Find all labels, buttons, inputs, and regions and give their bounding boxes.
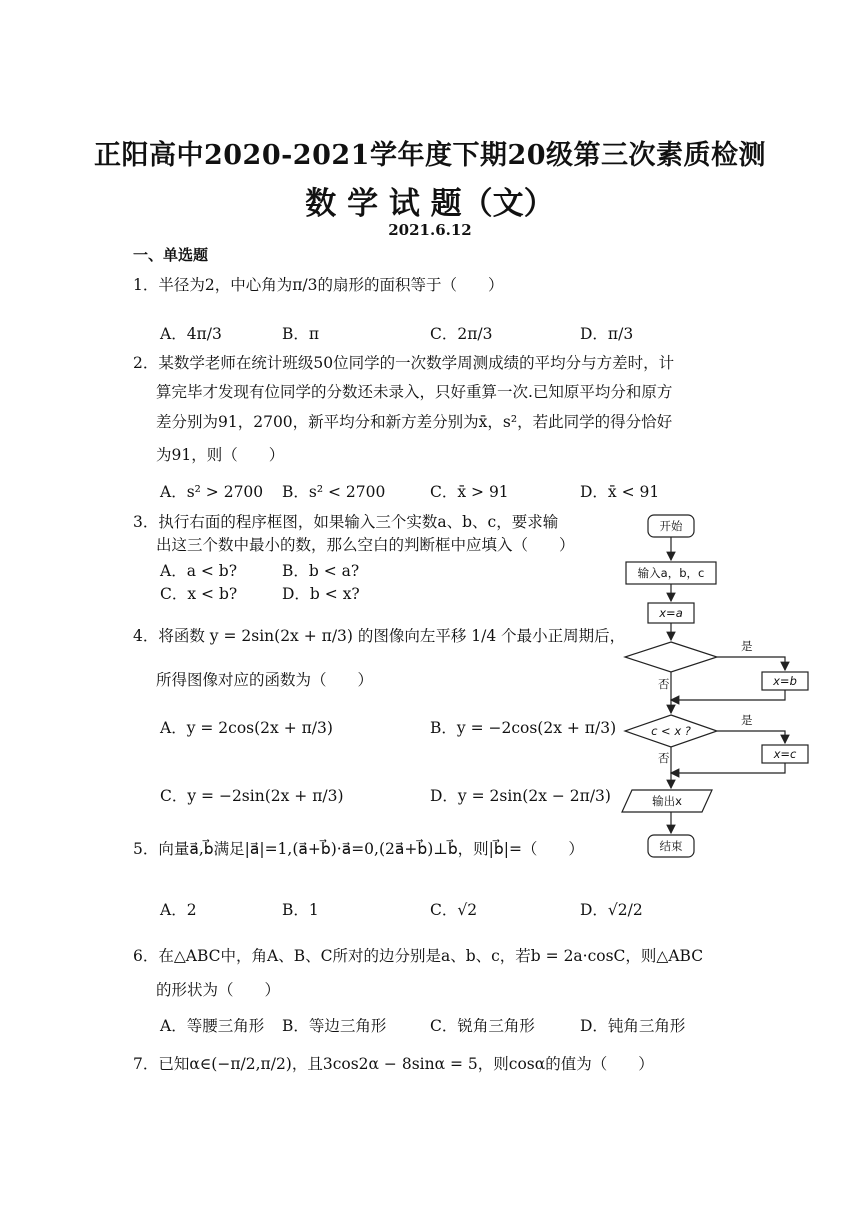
q4-option-a: A．y = 2cos(2x + π/3) [160,719,333,737]
q6-option-a: A．等腰三角形 [160,1017,265,1035]
flowchart-assign-b-box [762,672,808,690]
flowchart-assign-a-box [648,603,694,623]
flowchart-output-box [622,790,712,812]
q6-option-b: B．等边三角形 [282,1017,387,1035]
question-5-stem: 5．向量a⃗,b⃗满足|a⃗|=1,(a⃗+b⃗)·a⃗=0,(2a⃗+b⃗)⊥b⃗，则|b⃗|=（ ） [133,840,584,858]
flowchart-end-box [648,835,694,857]
flowchart-end-label: 结束 [659,839,683,853]
q3-option-a: A．a < b? [160,562,238,580]
section-heading: 一、单选题 [133,246,209,264]
exam-date: 2021.6.12 [388,221,472,239]
flowchart-no-2-label: 否 [658,751,670,765]
q1-option-d: D．π/3 [580,325,634,343]
flowchart-input-label: 输入a，b，c [637,566,705,580]
question-7-stem: 7．已知α∈(−π/2,π/2)，且3cos2α − 8sinα = 5，则cosα的值为（ ） [133,1055,654,1073]
flowchart-yes-2-label: 是 [741,713,753,727]
q1-option-b: B．π [282,325,320,343]
question-3-line-2: 出这三个数中最小的数，那么空白的判断框中应填入（ ） [156,536,575,554]
subject-title: 数 学 试 题（文） [305,186,555,222]
q3-option-b: B．b < a? [282,562,360,580]
flowchart-yes-1-label: 是 [741,639,753,653]
flowchart-decision-blank [625,642,717,672]
q2-option-d: D．x̄ < 91 [580,483,660,501]
flowchart-output-label: 输出x [652,794,682,808]
q5-option-b: B．1 [282,901,319,919]
q4-option-c: C．y = −2sin(2x + π/3) [160,787,344,805]
q3-option-c: C．x < b? [160,585,238,603]
q1-option-c: C．2π/3 [430,325,493,343]
flowchart-assign-b-label: x=b [773,674,797,688]
question-2-line-4: 为91，则（ ） [156,446,285,464]
q4-option-b: B．y = −2cos(2x + π/3) [430,719,617,737]
question-3-line-1: 3．执行右面的程序框图，如果输入三个实数a、b、c，要求输 [133,513,559,531]
question-2-line-2: 算完毕才发现有位同学的分数还未录入，只好重算一次.已知原平均分和原方 [156,383,673,401]
question-6-line-2: 的形状为（ ） [156,981,281,999]
flowchart-start-label: 开始 [659,519,683,533]
q2-option-b: B．s² < 2700 [282,483,386,501]
q4-option-d: D．y = 2sin(2x − 2π/3) [430,787,611,805]
q5-option-d: D．√2/2 [580,901,643,919]
flowchart-start-box [648,515,694,537]
question-1-stem: 1．半径为2，中心角为π/3的扇形的面积等于（ ） [133,276,504,294]
question-4-line-1: 4．将函数 y = 2sin(2x + π/3) 的图像向左平移 1/4 个最小正周期后， [133,627,626,645]
school-title: 正阳高中2020-2021学年度下期20级第三次素质检测 [93,140,767,171]
flowchart-assign-c-label: x=c [773,747,797,761]
q5-option-a: A．2 [160,901,197,919]
question-4-line-2: 所得图像对应的函数为（ ） [156,671,374,689]
q5-option-c: C．√2 [430,901,478,919]
flowchart-no-1-label: 否 [658,677,670,691]
q2-option-a: A．s² > 2700 [160,483,264,501]
q6-option-c: C．锐角三角形 [430,1017,535,1035]
question-6-line-1: 6．在△ABC中，角A、B、C所对的边分别是a、b、c，若b = 2a·cosC，则△ABC [133,947,704,965]
flowchart-decision-c-less-x [625,715,717,747]
q6-option-d: D．钝角三角形 [580,1017,686,1035]
q3-option-d: D．b < x? [282,585,360,603]
flowchart-assign-a-label: x=a [659,606,683,620]
question-2-line-3: 差分别为91，2700，新平均分和新方差分别为x̄，s²，若此同学的得分恰好 [156,413,673,431]
q2-option-c: C．x̄ > 91 [430,483,509,501]
flowchart-input-box [626,562,716,584]
q1-option-a: A．4π/3 [160,325,222,343]
flowchart-assign-c-box [762,745,808,763]
question-2-line-1: 2．某数学老师在统计班级50位同学的一次数学周测成绩的平均分与方差时，计 [133,354,675,372]
flowchart-condition-2-label: c < x ? [651,724,691,738]
